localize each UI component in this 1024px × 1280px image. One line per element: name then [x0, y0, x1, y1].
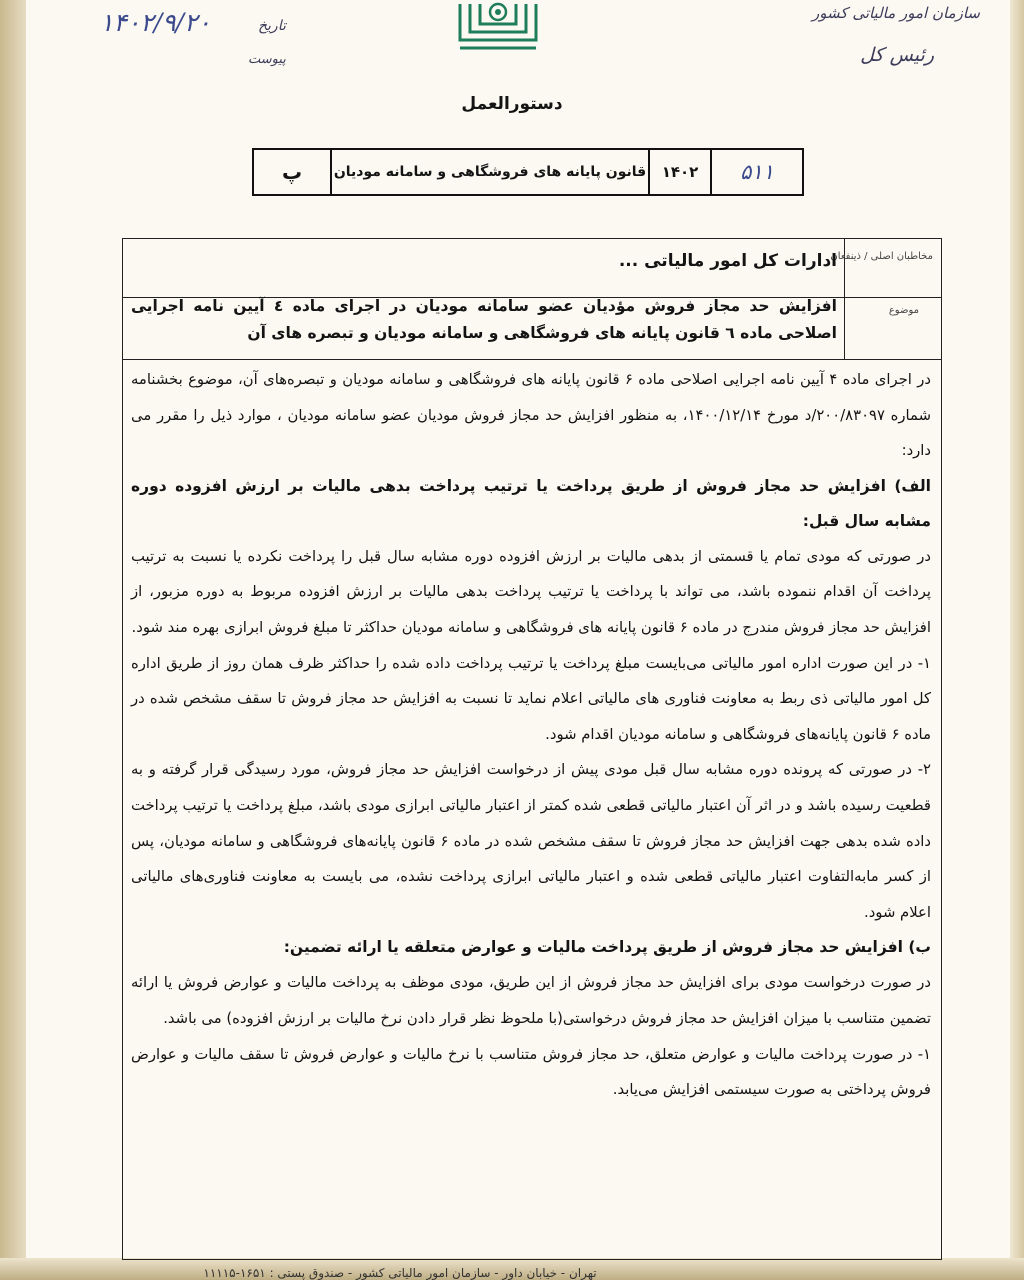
- document-title: دستورالعمل: [461, 94, 563, 114]
- tax-organization-logo: [452, 0, 544, 58]
- intro-paragraph: در اجرای ماده ۴ آیین نامه اجرایی اصلاحی ماده ۶ قانون پایانه های فروشگاهی و سامانه مودیان و تبصره‌های آن، موضوع بخشنامه شماره ۲۰۰/۸۳۰۹۷/د مورخ ۱۴۰۰/۱۲/۱۴، به منظور افزایش حد مجاز فروش مودیان عضو سامانه مودیان ، موارد ذیل را مقرر می دارد:: [131, 371, 931, 460]
- subject-value: افزایش حد مجاز فروش مؤدیان عضو سامانه مودیان در اجرای ماده ٤ آیین نامه اجرایی اصلاحی ماده ٦ قانون پایانه های فروشگاهی و سامانه مودیان و تبصره های آن: [131, 297, 837, 342]
- section-alef-paragraph: در صورتی که مودی تمام یا قسمتی از بدهی مالیات بر ارزش افزوده دوره مشابه سال قبل را پرداخت نکرده یا نسبت به ترتیب پرداخت آن اقدام ننموده باشد، می تواند با پرداخت یا ترتیب پرداخت بدهی مالیات بر ارزش افزوده مربوط به دوره مزبور، از افزایش حد مجاز فروش مندرج در ماده ۶ قانون پایانه های فروشگاهی و سامانه مودیان حداکثر تا مبلغ فروش ابرازی بهره مند شود.: [131, 547, 931, 636]
- instruction-table: [122, 238, 942, 1260]
- subject-label: موضوع: [888, 305, 919, 316]
- date-label: تاریخ: [258, 18, 286, 34]
- classification-code: پ: [281, 160, 303, 184]
- section-be-heading: ب) افزایش حد مجاز فروش از طریق پرداخت مالیات و عوارض متعلقه یا ارائه تضمین:: [283, 938, 931, 957]
- scan-edge-left: [0, 0, 26, 1280]
- attachment-label: پیوست: [248, 52, 286, 67]
- section-alef-heading: الف) افزایش حد مجاز فروش از طریق پرداخت یا ترتیب پرداخت بدهی مالیات بر ارزش افزوده دوره مشابه سال قبل:: [131, 476, 931, 530]
- body-text: [131, 362, 931, 1108]
- scan-edge-right: [1010, 0, 1024, 1280]
- section-be-item-1: ۱- در صورت پرداخت مالیات و عوارض متعلق، حد مجاز فروش متناسب با نرخ مالیات و عوارض فروش تا سقف مالیات و عوارض فروش پرداختی به صورت سیستمی افزایش می‌یابد.: [131, 1045, 931, 1099]
- section-alef-item-2: ۲- در صورتی که پرونده دوره مشابه سال قبل مودی پیش از درخواست افزایش حد مجاز فروش، مورد رسیدگی قرار گرفته و به قطعیت رسیده باشد و در اثر آن اعتبار مالیاتی قطعی شده کمتر از اعتبار مالیاتی ابرازی مودی باشد، مبلغ پرداخت یا ترتیب پرداخت داده شده بدهی جهت افزایش حد مجاز فروش تا سقف مشخص شده در ماده ۶ قانون پایانه‌های فروشگاهی و سامانه مودیان، پس از کسر مابه‌التفاوت اعتبار مالیاتی قطعی شده و اعتبار مالیاتی ابرازی پرداخت نشده، می بایست به معاونت فناوری‌های مالیاتی اعلام شود.: [131, 761, 931, 921]
- date-value: ۱۴۰۲/۹/۲۰: [100, 8, 211, 37]
- circular-number: ۵۱۱: [710, 150, 802, 194]
- title-box: [252, 148, 804, 196]
- circular-year: ۱۴۰۲: [648, 150, 710, 194]
- law-title: قانون پایانه های فروشگاهی و سامانه مودیان: [330, 150, 648, 194]
- organization-name: سازمان امور مالیاتی کشور: [812, 4, 980, 22]
- recipient-label: مخاطبان اصلی / ذینفعان: [830, 251, 933, 262]
- section-be-paragraph: در صورت درخواست مودی برای افزایش حد مجاز فروش از این طریق، مودی موظف به پرداخت مالیات و عوارض فروش یا ارائه تضمین متناسب با میزان افزایش حد مجاز فروش درخواستی(با ملحوظ نظر قرار دادن نرخ مالیات بر ارزش افزوده) می باشد.: [131, 974, 931, 1027]
- footer-address: تهران - خیابان داور - سازمان امور مالیاتی کشور - صندوق پستی : ۱۶۵۱-۱۱۱۱۵: [203, 1266, 597, 1280]
- section-alef-item-1: ۱- در این صورت اداره امور مالیاتی می‌بایست مبلغ پرداخت یا ترتیب پرداخت داده شده را حداکثر ظرف همان روز از طریق اداره کل امور مالیاتی ذی ربط به معاونت فناوری های مالیاتی اعلام نماید تا نسبت به افزایش حد مجاز فروش تا سقف مشخص شده در ماده ۶ قانون پایانه‌های فروشگاهی و سامانه مودیان اقدام شود.: [131, 654, 931, 743]
- row-divider: [123, 359, 941, 360]
- signatory-title: رئیس کل: [860, 44, 934, 66]
- recipient-value: ادارات کل امور مالیاتی ...: [618, 251, 837, 271]
